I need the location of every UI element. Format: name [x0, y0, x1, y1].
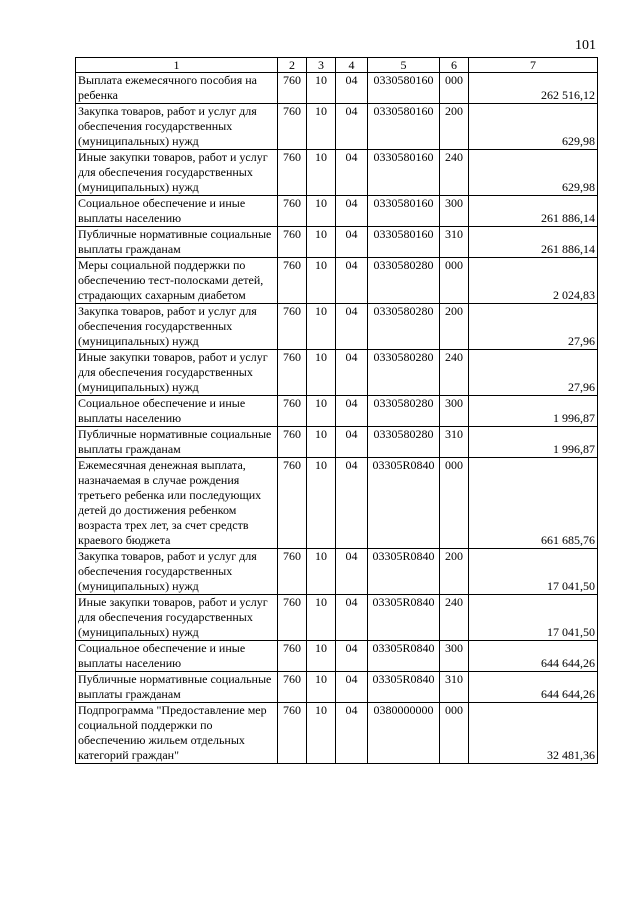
- row-name-cell: Социальное обеспечение и иные выплаты населению: [76, 196, 278, 227]
- row-code-cell: 0330580160: [368, 150, 440, 196]
- row-code-cell: 10: [307, 549, 336, 595]
- row-code-cell: 310: [440, 672, 469, 703]
- row-amount-cell: 661 685,76: [469, 458, 598, 549]
- row-amount-cell: 262 516,12: [469, 73, 598, 104]
- table-row: [76, 595, 598, 641]
- table-row: [76, 304, 598, 350]
- row-amount-cell: 629,98: [469, 150, 598, 196]
- row-amount-cell: 27,96: [469, 304, 598, 350]
- table-row: [76, 549, 598, 595]
- row-code-cell: 03305R0840: [368, 458, 440, 549]
- row-name-cell: Иные закупки товаров, работ и услуг для обеспечения государственных (муниципальных) нужд: [76, 150, 278, 196]
- row-name-cell: Подпрограмма "Предоставление мер социальной поддержки по обеспечению жильем отдельных категорий граждан": [76, 703, 278, 764]
- row-code-cell: 0330580280: [368, 304, 440, 350]
- row-name-cell: Публичные нормативные социальные выплаты гражданам: [76, 672, 278, 703]
- row-code-cell: 760: [278, 595, 307, 641]
- row-code-cell: 04: [336, 595, 368, 641]
- row-code-cell: 760: [278, 703, 307, 764]
- table-row: [76, 458, 598, 549]
- row-code-cell: 04: [336, 304, 368, 350]
- table-header-row: [76, 58, 598, 73]
- row-code-cell: 760: [278, 258, 307, 304]
- column-header: 3: [307, 58, 336, 73]
- row-code-cell: 10: [307, 304, 336, 350]
- row-code-cell: 10: [307, 227, 336, 258]
- row-code-cell: 200: [440, 304, 469, 350]
- row-name-cell: Закупка товаров, работ и услуг для обеспечения государственных (муниципальных) нужд: [76, 549, 278, 595]
- table-row: [76, 703, 598, 764]
- row-code-cell: 04: [336, 458, 368, 549]
- row-code-cell: 760: [278, 73, 307, 104]
- row-name-cell: Выплата ежемесячного пособия на ребенка: [76, 73, 278, 104]
- row-code-cell: 03305R0840: [368, 595, 440, 641]
- row-code-cell: 04: [336, 703, 368, 764]
- row-code-cell: 04: [336, 73, 368, 104]
- row-code-cell: 760: [278, 396, 307, 427]
- row-code-cell: 300: [440, 196, 469, 227]
- row-code-cell: 760: [278, 150, 307, 196]
- row-code-cell: 10: [307, 396, 336, 427]
- row-amount-cell: 17 041,50: [469, 549, 598, 595]
- row-code-cell: 760: [278, 458, 307, 549]
- row-name-cell: Закупка товаров, работ и услуг для обеспечения государственных (муниципальных) нужд: [76, 104, 278, 150]
- row-code-cell: 10: [307, 350, 336, 396]
- row-code-cell: 10: [307, 703, 336, 764]
- table-body: [76, 73, 598, 764]
- table-row: [76, 427, 598, 458]
- row-name-cell: Иные закупки товаров, работ и услуг для обеспечения государственных (муниципальных) нужд: [76, 595, 278, 641]
- row-code-cell: 000: [440, 73, 469, 104]
- row-code-cell: 10: [307, 104, 336, 150]
- row-code-cell: 10: [307, 258, 336, 304]
- row-code-cell: 10: [307, 458, 336, 549]
- row-code-cell: 200: [440, 549, 469, 595]
- row-code-cell: 760: [278, 304, 307, 350]
- column-header: 5: [368, 58, 440, 73]
- row-code-cell: 04: [336, 196, 368, 227]
- row-code-cell: 04: [336, 549, 368, 595]
- row-name-cell: Иные закупки товаров, работ и услуг для обеспечения государственных (муниципальных) нужд: [76, 350, 278, 396]
- row-code-cell: 240: [440, 595, 469, 641]
- table-row: [76, 396, 598, 427]
- row-amount-cell: 32 481,36: [469, 703, 598, 764]
- row-amount-cell: 629,98: [469, 104, 598, 150]
- row-code-cell: 04: [336, 641, 368, 672]
- row-amount-cell: 1 996,87: [469, 396, 598, 427]
- row-name-cell: Социальное обеспечение и иные выплаты населению: [76, 396, 278, 427]
- row-name-cell: Меры социальной поддержки по обеспечению тест-полосками детей, страдающих сахарным диабетом: [76, 258, 278, 304]
- row-amount-cell: 644 644,26: [469, 641, 598, 672]
- page-number: 101: [575, 38, 596, 53]
- row-code-cell: 760: [278, 350, 307, 396]
- table-row: [76, 150, 598, 196]
- table-row: [76, 350, 598, 396]
- row-code-cell: 0330580160: [368, 227, 440, 258]
- row-code-cell: 000: [440, 258, 469, 304]
- row-code-cell: 310: [440, 427, 469, 458]
- table-row: [76, 672, 598, 703]
- column-header: 2: [278, 58, 307, 73]
- row-code-cell: 10: [307, 150, 336, 196]
- row-code-cell: 04: [336, 672, 368, 703]
- row-code-cell: 10: [307, 73, 336, 104]
- table-row: [76, 73, 598, 104]
- row-name-cell: Публичные нормативные социальные выплаты гражданам: [76, 227, 278, 258]
- row-code-cell: 760: [278, 104, 307, 150]
- budget-table: [75, 57, 598, 764]
- row-code-cell: 04: [336, 227, 368, 258]
- row-code-cell: 0330580160: [368, 104, 440, 150]
- row-code-cell: 760: [278, 427, 307, 458]
- row-code-cell: 04: [336, 258, 368, 304]
- row-code-cell: 300: [440, 396, 469, 427]
- row-code-cell: 300: [440, 641, 469, 672]
- row-code-cell: 0330580280: [368, 350, 440, 396]
- table-row: [76, 258, 598, 304]
- row-code-cell: 04: [336, 104, 368, 150]
- row-code-cell: 0330580160: [368, 196, 440, 227]
- row-code-cell: 03305R0840: [368, 641, 440, 672]
- column-header: 7: [469, 58, 598, 73]
- row-code-cell: 10: [307, 427, 336, 458]
- row-code-cell: 0380000000: [368, 703, 440, 764]
- row-code-cell: 0330580280: [368, 258, 440, 304]
- row-code-cell: 04: [336, 427, 368, 458]
- table-row: [76, 196, 598, 227]
- row-code-cell: 240: [440, 150, 469, 196]
- row-name-cell: Ежемесячная денежная выплата, назначаемая в случае рождения третьего ребенка или последующих детей до достижения ребенком возраста трех лет, за счет средств краевого бюджета: [76, 458, 278, 549]
- row-code-cell: 10: [307, 595, 336, 641]
- row-code-cell: 04: [336, 350, 368, 396]
- row-code-cell: 10: [307, 672, 336, 703]
- row-amount-cell: 644 644,26: [469, 672, 598, 703]
- row-code-cell: 0330580280: [368, 427, 440, 458]
- column-header: 1: [76, 58, 278, 73]
- row-code-cell: 10: [307, 641, 336, 672]
- row-name-cell: Публичные нормативные социальные выплаты гражданам: [76, 427, 278, 458]
- column-header: 4: [336, 58, 368, 73]
- row-amount-cell: 17 041,50: [469, 595, 598, 641]
- row-code-cell: 760: [278, 672, 307, 703]
- row-code-cell: 0330580280: [368, 396, 440, 427]
- row-code-cell: 760: [278, 196, 307, 227]
- table-row: [76, 641, 598, 672]
- row-amount-cell: 261 886,14: [469, 196, 598, 227]
- row-code-cell: 04: [336, 396, 368, 427]
- row-code-cell: 03305R0840: [368, 549, 440, 595]
- table-row: [76, 104, 598, 150]
- row-code-cell: 760: [278, 227, 307, 258]
- row-amount-cell: 27,96: [469, 350, 598, 396]
- row-code-cell: 03305R0840: [368, 672, 440, 703]
- row-code-cell: 04: [336, 150, 368, 196]
- row-code-cell: 200: [440, 104, 469, 150]
- row-name-cell: Социальное обеспечение и иные выплаты населению: [76, 641, 278, 672]
- column-header: 6: [440, 58, 469, 73]
- row-code-cell: 000: [440, 703, 469, 764]
- row-code-cell: 0330580160: [368, 73, 440, 104]
- row-name-cell: Закупка товаров, работ и услуг для обеспечения государственных (муниципальных) нужд: [76, 304, 278, 350]
- row-code-cell: 000: [440, 458, 469, 549]
- row-code-cell: 760: [278, 641, 307, 672]
- row-code-cell: 240: [440, 350, 469, 396]
- row-code-cell: 310: [440, 227, 469, 258]
- row-code-cell: 760: [278, 549, 307, 595]
- row-amount-cell: 2 024,83: [469, 258, 598, 304]
- row-amount-cell: 261 886,14: [469, 227, 598, 258]
- row-amount-cell: 1 996,87: [469, 427, 598, 458]
- row-code-cell: 10: [307, 196, 336, 227]
- table-row: [76, 227, 598, 258]
